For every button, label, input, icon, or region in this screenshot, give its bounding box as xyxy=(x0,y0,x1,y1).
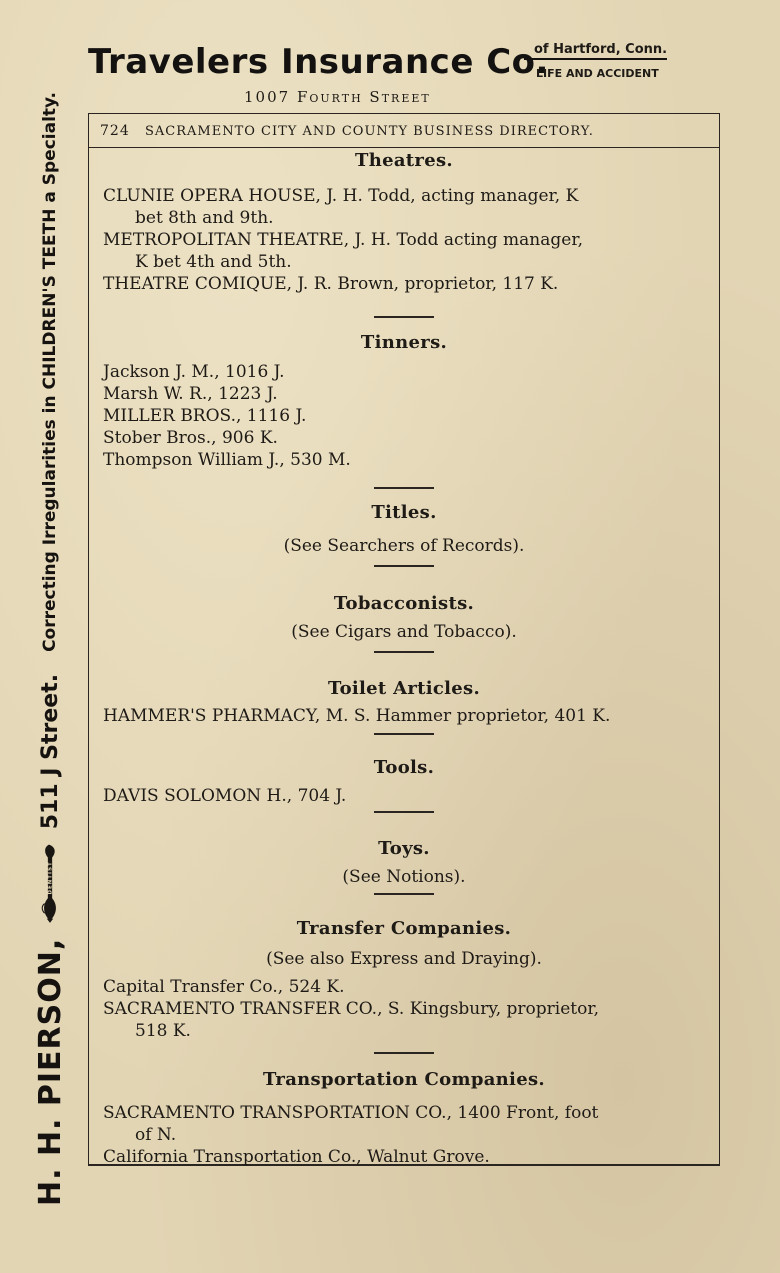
listing-entry xyxy=(103,229,703,273)
listing-entry: DAVIS SOLOMON H., 704 J. xyxy=(103,786,347,806)
side-advert-address: 511 J Street. xyxy=(37,673,63,830)
side-advert-name: H. H. PIERSON, xyxy=(32,937,68,1206)
listing-entry: Capital Transfer Co., 524 K. xyxy=(103,977,345,997)
side-advert-specialty: Correcting Irregularities in CHILDREN'S TEETH a Specialty. xyxy=(40,92,60,652)
section-heading-tobacconists: Tobacconists. xyxy=(333,593,475,614)
directory-page xyxy=(88,113,720,1166)
page-number: 724 xyxy=(100,123,130,139)
advert-company-name: Travelers Insurance Co. xyxy=(88,42,549,82)
listing-entry: Stober Bros., 906 K. xyxy=(103,428,278,448)
entry-line: SACRAMENTO TRANSPORTATION CO., 1400 Front, foot xyxy=(103,1103,599,1123)
section-heading-tinners: Tinners. xyxy=(360,332,448,353)
entry-line-continued: K bet 4th and 5th. xyxy=(135,252,292,272)
section-heading-transportation-companies: Transportation Companies. xyxy=(263,1069,545,1090)
listing-entry: California Transportation Co., Walnut Grove. xyxy=(103,1147,490,1167)
listing-entry xyxy=(103,185,703,229)
entry-line: CLUNIE OPERA HOUSE, J. H. Todd, acting manager, K xyxy=(103,186,579,206)
side-advertisement xyxy=(30,92,70,1212)
dentist-banner-logo xyxy=(30,843,70,923)
cross-reference-note: (See also Express and Draying). xyxy=(266,949,542,969)
section-divider xyxy=(374,811,434,813)
entry-line-continued: bet 8th and 9th. xyxy=(135,208,274,228)
listing-entry: HAMMER'S PHARMACY, M. S. Hammer proprietor, 401 K. xyxy=(103,706,611,726)
cross-reference-note: (See Notions). xyxy=(342,867,466,887)
section-heading-theatres: Theatres. xyxy=(355,150,453,171)
dentist-logo-text: DENTIST xyxy=(47,860,54,895)
listing-entry: Thompson William J., 530 M. xyxy=(103,450,351,470)
section-heading-tools: Tools. xyxy=(373,757,435,778)
section-heading-toilet-articles: Toilet Articles. xyxy=(327,678,481,699)
top-advertisement xyxy=(88,38,708,108)
entry-line: METROPOLITAN THEATRE, J. H. Todd acting manager, xyxy=(103,230,583,250)
listing-entry: MILLER BROS., 1116 J. xyxy=(103,406,307,426)
section-divider xyxy=(374,316,434,318)
section-divider xyxy=(374,565,434,567)
section-heading-toys: Toys. xyxy=(378,838,430,859)
entry-line-continued: of N. xyxy=(135,1125,177,1145)
running-title: SACRAMENTO CITY AND COUNTY BUSINESS DIRECTORY. xyxy=(145,124,594,139)
section-divider xyxy=(374,1052,434,1054)
listing-entry xyxy=(103,998,703,1042)
listing-entry xyxy=(103,1102,703,1146)
running-header xyxy=(89,114,719,148)
advert-insurance-lines: LIFE AND ACCIDENT xyxy=(536,67,659,80)
cross-reference-note: (See Cigars and Tobacco). xyxy=(291,622,517,642)
section-divider xyxy=(374,893,434,895)
listing-entry: Marsh W. R., 1223 J. xyxy=(103,384,278,404)
section-heading-transfer-companies: Transfer Companies. xyxy=(296,918,512,939)
section-divider xyxy=(374,487,434,489)
advert-address: 1007 Fourth Street xyxy=(244,88,431,106)
cross-reference-note: (See Searchers of Records). xyxy=(283,536,525,556)
section-divider xyxy=(374,651,434,653)
section-heading-titles: Titles. xyxy=(371,502,437,523)
section-divider xyxy=(374,733,434,735)
advert-company-location: of Hartford, Conn. xyxy=(524,42,667,60)
entry-line: SACRAMENTO TRANSFER CO., S. Kingsbury, proprietor, xyxy=(103,999,600,1019)
listing-entry: THEATRE COMIQUE, J. R. Brown, proprietor, 117 K. xyxy=(103,274,559,294)
listing-entry: Jackson J. M., 1016 J. xyxy=(103,362,285,382)
entry-line-continued: 518 K. xyxy=(135,1021,191,1041)
